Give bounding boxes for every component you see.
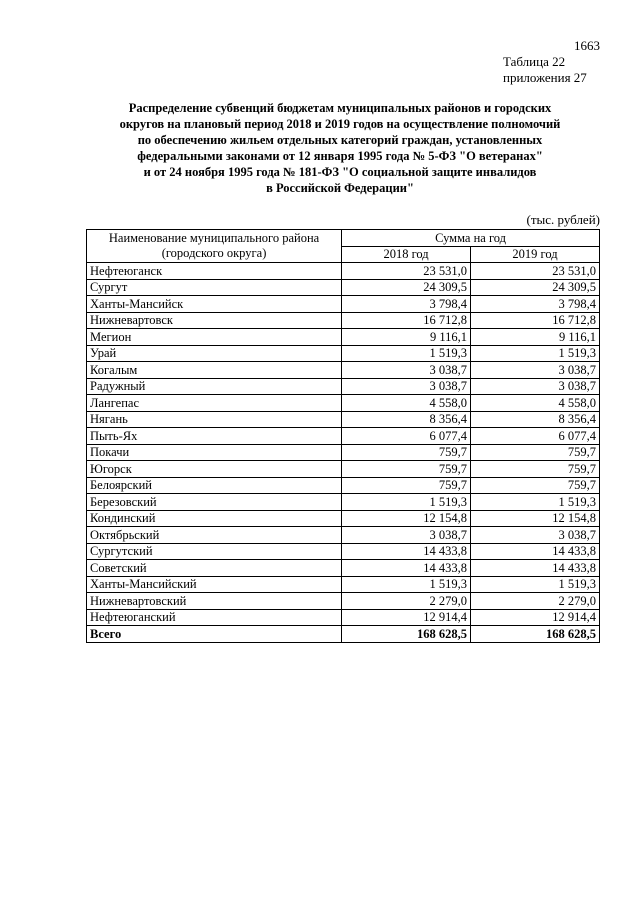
table-row (87, 593, 600, 610)
amount-2019-cell: 3 038,7 (471, 362, 600, 379)
total-2019-cell: 168 628,5 (471, 626, 600, 643)
table-row (87, 411, 600, 428)
table-number: Таблица 22 (503, 54, 566, 69)
amount-2019-cell: 1 519,3 (471, 494, 600, 511)
municipality-name-cell: Октябрьский (87, 527, 342, 544)
header-year-2018: 2018 год (342, 246, 471, 263)
amount-2018-cell: 2 279,0 (342, 593, 471, 610)
amount-2018-cell: 9 116,1 (342, 329, 471, 346)
table-row (87, 428, 600, 445)
amount-2019-cell: 12 914,4 (471, 609, 600, 626)
municipality-name-cell: Сургутский (87, 543, 342, 560)
municipality-name-cell: Мегион (87, 329, 342, 346)
amount-2018-cell: 14 433,8 (342, 543, 471, 560)
amount-2018-cell: 3 798,4 (342, 296, 471, 313)
table-row (87, 279, 600, 296)
amount-2019-cell: 9 116,1 (471, 329, 600, 346)
header-municipality-line1: Наименование муниципального района (108, 231, 320, 245)
document-title (60, 100, 620, 196)
amount-2019-cell: 1 519,3 (471, 576, 600, 593)
table-row (87, 477, 600, 494)
table-reference (503, 54, 587, 86)
amount-2018-cell: 24 309,5 (342, 279, 471, 296)
table-row (87, 329, 600, 346)
table-row (87, 560, 600, 577)
amount-2018-cell: 6 077,4 (342, 428, 471, 445)
table-row (87, 461, 600, 478)
municipality-name-cell: Нижневартовск (87, 312, 342, 329)
amount-2019-cell: 759,7 (471, 461, 600, 478)
municipality-name-cell: Югорск (87, 461, 342, 478)
amount-2019-cell: 12 154,8 (471, 510, 600, 527)
table-row (87, 543, 600, 560)
total-row (87, 626, 600, 643)
table-row (87, 345, 600, 362)
table-row (87, 263, 600, 280)
table-row (87, 609, 600, 626)
title-line: в Российской Федерации" (266, 181, 414, 195)
amount-2019-cell: 3 038,7 (471, 378, 600, 395)
title-line: по обеспечению жильем отдельных категорий граждан, установленных (137, 133, 543, 147)
municipality-name-cell: Ханты-Мансийск (87, 296, 342, 313)
municipality-name-cell: Кондинский (87, 510, 342, 527)
table-row (87, 576, 600, 593)
header-municipality-line2: (городского округа) (161, 246, 267, 260)
municipality-name-cell: Пыть-Ях (87, 428, 342, 445)
table-row (87, 510, 600, 527)
total-label-cell: Всего (87, 626, 342, 643)
table-row (87, 494, 600, 511)
table-row (87, 444, 600, 461)
amount-2018-cell: 14 433,8 (342, 560, 471, 577)
table-row (87, 312, 600, 329)
amount-2019-cell: 8 356,4 (471, 411, 600, 428)
total-2018-cell: 168 628,5 (342, 626, 471, 643)
municipality-name-cell: Нефтеюганск (87, 263, 342, 280)
amount-2018-cell: 12 914,4 (342, 609, 471, 626)
amount-2018-cell: 23 531,0 (342, 263, 471, 280)
municipality-name-cell: Нягань (87, 411, 342, 428)
budget-table (86, 229, 600, 643)
page-number: 1663 (574, 38, 600, 53)
amount-2019-cell: 2 279,0 (471, 593, 600, 610)
municipality-name-cell: Покачи (87, 444, 342, 461)
amount-2018-cell: 8 356,4 (342, 411, 471, 428)
amount-2019-cell: 759,7 (471, 444, 600, 461)
table-body (87, 263, 600, 643)
amount-2019-cell: 759,7 (471, 477, 600, 494)
header-year-2019: 2019 год (471, 246, 600, 263)
municipality-name-cell: Радужный (87, 378, 342, 395)
amount-2019-cell: 6 077,4 (471, 428, 600, 445)
amount-2019-cell: 14 433,8 (471, 560, 600, 577)
amount-2018-cell: 3 038,7 (342, 527, 471, 544)
municipality-name-cell: Белоярский (87, 477, 342, 494)
amount-2019-cell: 1 519,3 (471, 345, 600, 362)
amount-2018-cell: 12 154,8 (342, 510, 471, 527)
table-row (87, 395, 600, 412)
amount-2019-cell: 23 531,0 (471, 263, 600, 280)
municipality-name-cell: Ханты-Мансийский (87, 576, 342, 593)
amount-2018-cell: 3 038,7 (342, 378, 471, 395)
amount-2018-cell: 4 558,0 (342, 395, 471, 412)
municipality-name-cell: Нижневартовский (87, 593, 342, 610)
header-municipality (87, 230, 342, 263)
municipality-name-cell: Советский (87, 560, 342, 577)
table-row (87, 527, 600, 544)
amount-2019-cell: 14 433,8 (471, 543, 600, 560)
amount-2019-cell: 3 038,7 (471, 527, 600, 544)
title-line: Распределение субвенций бюджетам муниципальных районов и городских (128, 101, 552, 115)
units-label: (тыс. рублей) (526, 212, 600, 227)
municipality-name-cell: Сургут (87, 279, 342, 296)
amount-2018-cell: 16 712,8 (342, 312, 471, 329)
header-annual-sum: Сумма на год (342, 230, 600, 247)
title-line: федеральными законами от 12 января 1995 года № 5-ФЗ "О ветеранах" (137, 149, 543, 163)
amount-2018-cell: 3 038,7 (342, 362, 471, 379)
appendix-number: приложения 27 (503, 70, 587, 85)
municipality-name-cell: Березовский (87, 494, 342, 511)
amount-2018-cell: 1 519,3 (342, 345, 471, 362)
amount-2018-cell: 759,7 (342, 461, 471, 478)
amount-2019-cell: 4 558,0 (471, 395, 600, 412)
table-row (87, 296, 600, 313)
municipality-name-cell: Когалым (87, 362, 342, 379)
amount-2018-cell: 759,7 (342, 444, 471, 461)
amount-2019-cell: 16 712,8 (471, 312, 600, 329)
title-line: и от 24 ноября 1995 года № 181-ФЗ "О социальной защите инвалидов (143, 165, 537, 179)
amount-2019-cell: 24 309,5 (471, 279, 600, 296)
amount-2018-cell: 1 519,3 (342, 494, 471, 511)
amount-2018-cell: 1 519,3 (342, 576, 471, 593)
municipality-name-cell: Нефтеюганский (87, 609, 342, 626)
table-row (87, 378, 600, 395)
title-line: округов на плановый период 2018 и 2019 годов на осуществление полномочий (119, 117, 561, 131)
amount-2018-cell: 759,7 (342, 477, 471, 494)
municipality-name-cell: Урай (87, 345, 342, 362)
amount-2019-cell: 3 798,4 (471, 296, 600, 313)
municipality-name-cell: Лангепас (87, 395, 342, 412)
table-row (87, 362, 600, 379)
